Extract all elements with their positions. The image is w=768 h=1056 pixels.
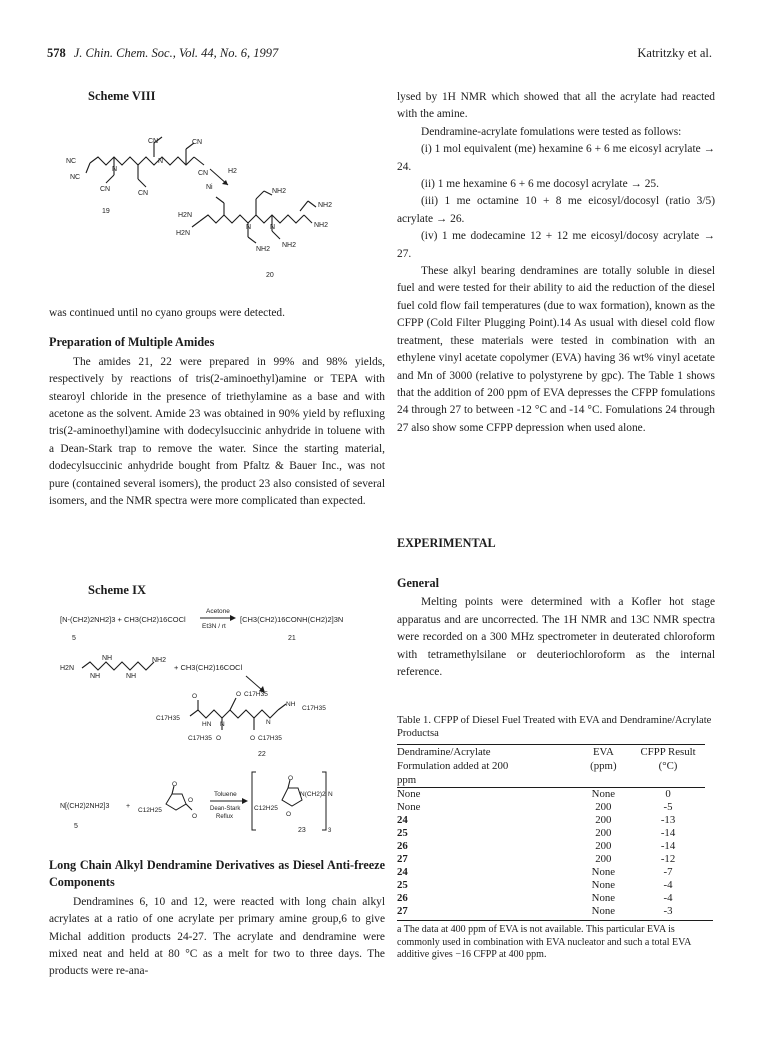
table-cell: None: [591, 788, 616, 800]
table-cell: -3: [663, 905, 673, 917]
s8-n-3: N: [246, 224, 252, 231]
s8-nh2-2: NH2: [318, 202, 333, 209]
s8-nc-1: NC: [66, 158, 77, 165]
s9-reflux: Reflux: [216, 814, 234, 820]
s9-nh-1: NH: [102, 655, 113, 662]
table-cell: -5: [663, 801, 673, 813]
table-cell: None: [397, 801, 421, 813]
s9-compound-5b: 5: [74, 823, 78, 830]
table-header-row: [397, 773, 705, 788]
scheme-8-figure: [60, 135, 380, 295]
paragraph-dendramines: Dendramines 6, 10 and 12, were reacted with long chain alkyl acrylates at a ratio of one acrylate per primary amine group,6 to give Michal addition products 24-27. The acrylate and dendramine were mixed neat and held at 80 °C as a melt for two to three days. The products were re-ana-: [49, 895, 385, 978]
table-cell: 26: [397, 840, 408, 852]
table-cell: -4: [663, 892, 673, 904]
table-row: [397, 788, 705, 802]
paragraph-general: Melting points were determined with a Kofler hot stage apparatus and are uncorrected. The 1H NMR and 13C NMR spectra were recorded on a 300 MHz spectrometer in deuterated chloroform with tetramethylsilane or deuteriochloroform as the internal reference.: [397, 596, 715, 679]
table-cell: 200: [595, 814, 612, 826]
table-footnote: a The data at 400 ppm of EVA is not available. This particular EVA is commonly used in combination with EVA nucleator and such a total EVA additive gives −16 CFPP at 400 ppm.: [397, 920, 713, 962]
s9-o-3: O: [216, 735, 222, 742]
s8-ni: Ni: [206, 184, 213, 191]
experimental-heading: [397, 535, 715, 554]
s9-h2n: H2N: [60, 665, 75, 672]
s9-o-4: O: [250, 735, 256, 742]
s8-n-1: N: [112, 166, 118, 173]
table-row: [397, 801, 705, 814]
tepa-structure: [82, 662, 154, 670]
table-row: [397, 853, 705, 866]
s9-sub3: 3: [328, 828, 332, 834]
s8-h2: H2: [228, 168, 237, 175]
scheme-9-title: Scheme IX: [88, 583, 146, 597]
table-cell: None: [591, 866, 616, 878]
s9-plus: +: [126, 803, 131, 810]
table-row: [397, 840, 705, 853]
paragraph-cfpp: These alkyl bearing dendramines are totally soluble in diesel fuel and were tested for their ability to aid the reduction of the diesel fuel cold flow fail temperatures (due to wax formation), known as the CFPP (Cold Filter Plugging Point).14 As usual with diesel cold flow treatment, these materials were tested in combination with an ethylene vinyl acetate copolymer (EVA) having 36 wt% vinyl acetate and Mn of 3000 (relative to polystyrene by gpc). The Table 1 shows that the addition of 200 ppm of EVA depresses the CFPP fomulations 24 through 27 to between -12 °C and -14 °C. Fomulations 24 through 27 also show some CFPP depression when used alone.: [397, 265, 715, 434]
s9-compound-22: 22: [258, 751, 266, 758]
s9-toluene: Toluene: [214, 791, 237, 798]
s8-cn-5: CN: [198, 170, 209, 177]
table-row: [397, 866, 705, 879]
table-header-cell: (°C): [658, 760, 678, 772]
table-header-cell: EVA: [576, 745, 631, 760]
table-cell: 0: [665, 788, 671, 800]
table-cell: 25: [397, 827, 408, 839]
s9-c17-4: C17H35: [188, 735, 212, 742]
right-column-upper: [397, 89, 715, 437]
s9-nh-3: NH: [126, 673, 137, 680]
s9-n-3: N: [328, 791, 333, 798]
s9-o-5: O: [172, 781, 178, 788]
scheme-8-title: Scheme VIII: [88, 89, 156, 103]
table-cell: 200: [595, 827, 612, 839]
table-cell: 200: [595, 840, 612, 852]
journal-citation: J. Chin. Chem. Soc., Vol. 44, No. 6, 1997: [73, 46, 279, 60]
table-1-grid: [397, 744, 705, 918]
table-cell: None: [591, 905, 616, 917]
left-continuation: was continued until no cyano groups were detected.: [49, 307, 285, 319]
s8-cn-3: CN: [100, 186, 111, 193]
s9-nh-4: NH: [286, 701, 296, 708]
table-cell: 27: [397, 905, 408, 917]
s9-c12-1: C12H25: [138, 807, 162, 814]
table-row: [397, 905, 705, 918]
s9-o-1: O: [236, 691, 242, 698]
table-cell: 26: [397, 892, 408, 904]
compound-19-label: 19: [102, 208, 110, 215]
s9-o-7: O: [192, 813, 198, 820]
s9-dean-stark: Dean-Stark: [210, 806, 241, 812]
table-1: [397, 714, 713, 962]
table-cell: 200: [595, 853, 612, 865]
scheme-9-figure: [60, 600, 385, 840]
s8-nh2-5: NH2: [282, 242, 297, 249]
formulation-item-2: (ii) 1 me hexamine 6 + 6 me docosyl acrylate → 25.: [421, 178, 659, 191]
s9-c17-3: C17H35: [302, 705, 326, 712]
table-header-cell: Dendramine/Acrylate: [397, 745, 576, 760]
s9-r3-amine: N[(CH2)2NH2]3: [60, 803, 110, 810]
s9-o-2: O: [192, 693, 198, 700]
table-cell: None: [591, 879, 616, 891]
table-header-cell: ppm: [397, 773, 576, 788]
table-cell: -13: [660, 814, 676, 826]
table-cell: -7: [663, 866, 673, 878]
formulation-item-1: (i) 1 mol equivalent (me) hexamine 6 + 6 me eicosyl acrylate → 24.: [397, 143, 715, 173]
table-row: [397, 879, 705, 892]
s8-cn-4: CN: [138, 190, 149, 197]
left-column-upper: [49, 305, 385, 510]
s9-compound-23: 23: [298, 827, 306, 834]
s9-n-1: N: [220, 721, 225, 728]
formulation-item-3: (iii) 1 me octamine 10 + 8 me eicosyl/docosyl (ratio 3/5) acrylate → 26.: [397, 195, 715, 225]
compound-19-structure: [86, 137, 204, 187]
s9-r1-reactants: [N-(CH2)2NH2]3 + CH3(CH2)16COCl: [60, 615, 186, 624]
right-continuation: lysed by 1H NMR which showed that all the acrylate had reacted with the amine.: [397, 91, 715, 121]
s9-hn: HN: [202, 721, 212, 728]
table-cell: None: [591, 892, 616, 904]
table-cell: 24: [397, 866, 408, 878]
running-header-left: [47, 46, 278, 61]
left-column-lower: [49, 857, 385, 981]
table-header-row: [397, 759, 705, 773]
table-cell: 200: [595, 801, 612, 813]
heading-dendramine-derivatives: Long Chain Alkyl Dendramine Derivatives as Diesel Anti-freeze Components: [49, 858, 385, 890]
paragraph-formulations-intro: Dendramine-acrylate fomulations were tested as follows:: [421, 125, 682, 138]
s9-compound-5a: 5: [72, 635, 76, 642]
table-row: [397, 814, 705, 827]
s9-c17-2: C17H35: [156, 715, 180, 722]
s9-o-9: O: [286, 811, 292, 818]
table-cell: 25: [397, 879, 408, 891]
s9-r2-reagent: + CH3(CH2)16COCl: [174, 663, 243, 672]
table-cell: None: [397, 788, 421, 800]
table-header-cell: [576, 773, 631, 788]
s9-o-8: O: [288, 775, 294, 782]
running-header-authors: Katritzky et al.: [637, 46, 712, 60]
compound-20-structure: [192, 191, 316, 243]
formulation-item-4: (iv) 1 me dodecamine 12 + 12 me eicosyl/docosy acrylate → 27.: [397, 230, 715, 260]
s8-nh2-3: NH2: [314, 222, 329, 229]
s8-cn-2: CN: [192, 139, 203, 146]
heading-multiple-amides: Preparation of Multiple Amides: [49, 335, 215, 350]
s8-h2n-2: H2N: [176, 230, 191, 237]
compound-23-structure: [282, 780, 302, 806]
heading-general: General: [397, 576, 439, 590]
table-header-cell: (ppm): [590, 760, 617, 772]
s9-n-prod: N(CH2)2: [300, 791, 326, 798]
s8-h2n-1: H2N: [178, 212, 193, 219]
general-section: [397, 575, 715, 681]
page-number: 578: [47, 46, 66, 60]
table-header-cell: Formulation added at 200: [397, 760, 509, 772]
s9-r1-product: [CH3(CH2)16CONH(CH2)2]3N: [240, 615, 344, 624]
table-cell: 27: [397, 853, 408, 865]
table-header-cell: CFPP Result: [631, 745, 705, 760]
table-cell: -4: [663, 879, 673, 891]
s8-cn-1: CN: [148, 138, 159, 145]
s8-n-4: N: [270, 224, 276, 231]
s9-nh2: NH2: [152, 657, 167, 664]
s9-o-6: O: [188, 797, 194, 804]
s9-compound-21: 21: [288, 635, 296, 642]
s9-r1-solvent: Acetone: [206, 608, 230, 615]
s9-c17-1: C17H35: [244, 691, 268, 698]
table-header-row: [397, 745, 705, 760]
s9-c17-5: C17H35: [258, 735, 282, 742]
heading-experimental: EXPERIMENTAL: [397, 536, 496, 550]
table-row: [397, 827, 705, 840]
table-cell: 24: [397, 814, 408, 826]
table-row: [397, 892, 705, 905]
s9-nh-2: NH: [90, 673, 101, 680]
table-cell: -14: [660, 840, 676, 852]
compound-20-label: 20: [266, 272, 274, 279]
table-cell: -14: [660, 827, 676, 839]
s8-nh2-1: NH2: [272, 188, 287, 195]
table-header-cell: [631, 773, 705, 788]
s8-n-2: N: [158, 158, 164, 165]
s9-r1-base: Et3N / rt: [202, 623, 226, 630]
s9-c12-2: C12H25: [254, 805, 278, 812]
s8-nc-2: NC: [70, 174, 81, 181]
paragraph-amides: The amides 21, 22 were prepared in 99% and 98% yields, respectively by reactions of tris(2-aminoethyl)amine or TEPA with stearoyl chloride in the presence of triethylamine as a base and with acetone as the solvent. Amide 23 was obtained in 90% yield by refluxing tris(2-aminoethyl)amine with dodecylsuccinic anhydride in toluene with a Dean-Stark trap to remove the water. Since the starting material, dodecylsuccinic anhydride bought from Pfaltz & Bauer Inc., was not pure (contained several isomers), the product 23 also consisted of several isomers, and the NMR spectra were more complicated than expected.: [49, 355, 385, 508]
table-cell: -12: [660, 853, 676, 865]
s8-nh2-4: NH2: [256, 246, 271, 253]
table-caption: Table 1. CFPP of Diesel Fuel Treated with EVA and Dendramine/Acrylate Productsa: [397, 715, 712, 739]
s9-n-2: N: [266, 719, 271, 726]
